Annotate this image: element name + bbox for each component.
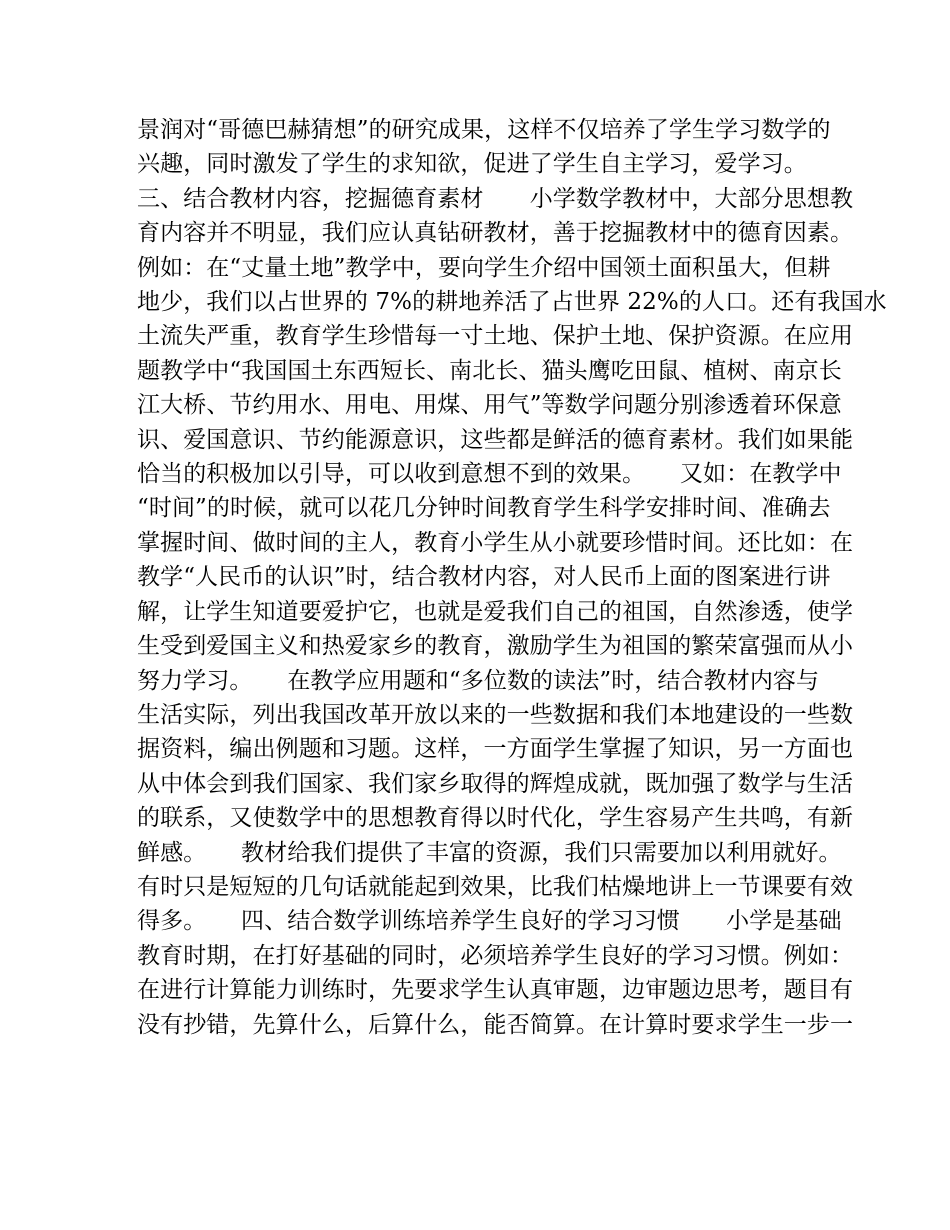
text-line: 江大桥、节约用水、用电、用煤、用气”等数学问题分别渗透着环保意: [137, 392, 842, 419]
text-line: “时间”的时候，就可以花几分钟时间教育学生科学安排时间、准确去: [137, 495, 831, 522]
text-line: 据资料，编出例题和习题。这样，一方面学生掌握了知识，另一方面也: [137, 736, 854, 763]
text-line: 识、爱国意识、节约能源意识，这些都是鲜活的德育素材。我们如果能: [137, 426, 854, 453]
text-line: 教学“人民币的认识”时，结合教材内容，对人民币上面的图案进行讲: [137, 564, 831, 591]
text-line: 教育时期，在打好基础的同时，必须培养学生良好的学习习惯。例如：: [137, 942, 854, 969]
text-line: 解，让学生知道要爱护它，也就是爱我们自己的祖国，自然渗透，使学: [137, 598, 854, 625]
text-line: 鲜感。 教材给我们提供了丰富的资源，我们只需要加以利用就好。: [137, 839, 842, 866]
text-line: 从中体会到我们国家、我们家乡取得的辉煌成就，既加强了数学与生活: [137, 770, 854, 797]
text-line: 没有抄错，先算什么，后算什么，能否简算。在计算时要求学生一步一: [137, 1011, 854, 1038]
text-line: 例如：在“丈量土地”教学中，要向学生介绍中国领土面积虽大，但耕: [137, 254, 831, 281]
text-line: 三、结合教材内容，挖掘德育素材 小学数学教材中，大部分思想教: [137, 185, 854, 212]
text-line: 在进行计算能力训练时，先要求学生认真审题，边审题边思考，题目有: [137, 977, 854, 1004]
text-line: 景润对“哥德巴赫猜想”的研究成果，这样不仅培养了学生学习数学的: [137, 117, 831, 143]
text-line: 有时只是短短的几句话就能起到效果，比我们枯燥地讲上一节课要有效: [137, 873, 854, 900]
text-line: 题教学中“我国国土东西短长、南北长、猫头鹰吃田鼠、植树、南京长: [137, 357, 842, 384]
body-text: [137, 113, 887, 1042]
text-line: 的联系，又使数学中的思想教育得以时代化，学生容易产生共鸣，有新: [137, 805, 854, 832]
text-line: 掌握时间、做时间的主人，教育小学生从小就要珍惜时间。还比如：在: [137, 529, 854, 556]
text-line: 育内容并不明显，我们应认真钻研教材，善于挖掘教材中的德育因素。: [137, 220, 854, 247]
text-line: 兴趣，同时激发了学生的求知欲，促进了学生自主学习，爱学习。: [137, 151, 807, 178]
text-line: 生活实际，列出我国改革开放以来的一些数据和我们本地建设的一些数: [137, 701, 854, 728]
text-line: 努力学习。 在教学应用题和“多位数的读法”时，结合教材内容与: [137, 667, 820, 694]
text-line: 生受到爱国主义和热爱家乡的教育，激励学生为祖国的繁荣富强而从小: [137, 633, 854, 660]
text-line: 得多。 四、结合数学训练培养学生良好的学习习惯 小学是基础: [137, 908, 842, 935]
text-line: 恰当的积极加以引导，可以收到意想不到的效果。 又如：在教学中: [137, 461, 842, 488]
text-line: 土流失严重，教育学生珍惜每一寸土地、保护土地、保护资源。在应用: [137, 323, 854, 350]
text-line: 地少，我们以占世界的 7%的耕地养活了占世界 22%的人口。还有我国水: [137, 289, 887, 316]
